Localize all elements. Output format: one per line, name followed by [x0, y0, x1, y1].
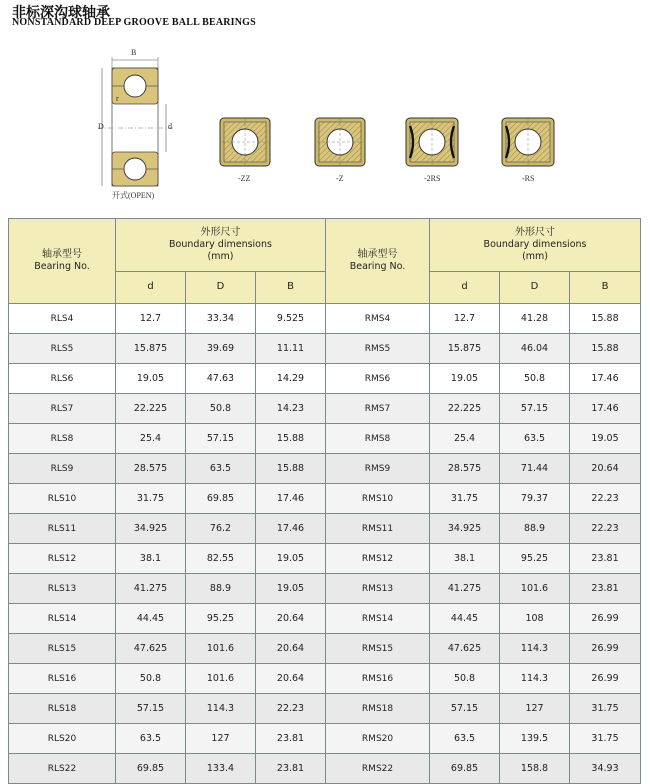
cell-outer-diameter-left: 47.63	[186, 364, 256, 394]
cell-outer-diameter-right: 46.04	[500, 334, 570, 364]
caption-2rs: -2RS	[424, 174, 441, 183]
cell-width-left: 17.46	[256, 514, 326, 544]
cell-bearing-no-left: RLS5	[9, 334, 116, 364]
header-bearing-no-cn-left: 轴承型号	[42, 248, 82, 260]
cell-inner-diameter-left: 63.5	[116, 724, 186, 754]
cell-outer-diameter-right: 95.25	[500, 544, 570, 574]
cell-inner-diameter-left: 19.05	[116, 364, 186, 394]
cell-outer-diameter-left: 76.2	[186, 514, 256, 544]
cell-width-left: 20.64	[256, 664, 326, 694]
cell-bearing-no-right: RMS15	[326, 634, 430, 664]
cell-inner-diameter-left: 34.925	[116, 514, 186, 544]
cell-width-left: 22.23	[256, 694, 326, 724]
caption-z: -Z	[336, 174, 344, 183]
cell-width-left: 23.81	[256, 724, 326, 754]
cell-outer-diameter-left: 133.4	[186, 754, 256, 784]
cell-bearing-no-left: RLS15	[9, 634, 116, 664]
cell-width-right: 23.81	[570, 574, 641, 604]
cell-outer-diameter-right: 79.37	[500, 484, 570, 514]
cell-inner-diameter-right: 50.8	[430, 664, 500, 694]
header-boundary-dimensions-right	[430, 219, 641, 272]
dimension-label-r: r	[116, 94, 119, 103]
cell-inner-diameter-left: 15.875	[116, 334, 186, 364]
cell-outer-diameter-left: 57.15	[186, 424, 256, 454]
cell-width-right: 31.75	[570, 694, 641, 724]
cell-width-right: 19.05	[570, 424, 641, 454]
cell-bearing-no-left: RLS14	[9, 604, 116, 634]
caption-zz: -ZZ	[238, 174, 251, 183]
bearing-diagrams	[0, 40, 650, 210]
cell-outer-diameter-right: 108	[500, 604, 570, 634]
cell-inner-diameter-right: 12.7	[430, 304, 500, 334]
cell-bearing-no-right: RMS6	[326, 364, 430, 394]
table-row	[9, 394, 641, 424]
cell-width-right: 31.75	[570, 724, 641, 754]
cell-bearing-no-left: RLS6	[9, 364, 116, 394]
table-row	[9, 454, 641, 484]
header-bearing-no-right	[326, 219, 430, 304]
header-col-D-right: D	[500, 272, 570, 304]
cell-width-left: 20.64	[256, 604, 326, 634]
table-row	[9, 724, 641, 754]
cell-inner-diameter-left: 12.7	[116, 304, 186, 334]
cell-width-right: 17.46	[570, 394, 641, 424]
cell-inner-diameter-right: 31.75	[430, 484, 500, 514]
cell-width-left: 15.88	[256, 454, 326, 484]
cell-width-right: 22.23	[570, 484, 641, 514]
cell-bearing-no-right: RMS18	[326, 694, 430, 724]
cell-inner-diameter-left: 47.625	[116, 634, 186, 664]
cell-outer-diameter-right: 127	[500, 694, 570, 724]
cell-outer-diameter-right: 114.3	[500, 664, 570, 694]
cell-bearing-no-right: RMS11	[326, 514, 430, 544]
cell-width-left: 19.05	[256, 574, 326, 604]
cell-width-left: 9.525	[256, 304, 326, 334]
cell-width-left: 14.29	[256, 364, 326, 394]
cell-outer-diameter-left: 69.85	[186, 484, 256, 514]
cell-bearing-no-right: RMS5	[326, 334, 430, 364]
cell-outer-diameter-left: 63.5	[186, 454, 256, 484]
cell-bearing-no-left: RLS16	[9, 664, 116, 694]
table-row	[9, 574, 641, 604]
cell-inner-diameter-left: 31.75	[116, 484, 186, 514]
cell-inner-diameter-right: 28.575	[430, 454, 500, 484]
cell-outer-diameter-right: 71.44	[500, 454, 570, 484]
table-body	[9, 304, 641, 784]
cell-bearing-no-left: RLS22	[9, 754, 116, 784]
cell-inner-diameter-right: 69.85	[430, 754, 500, 784]
cell-width-left: 23.81	[256, 754, 326, 784]
table-row	[9, 514, 641, 544]
cell-outer-diameter-left: 50.8	[186, 394, 256, 424]
cell-outer-diameter-left: 88.9	[186, 574, 256, 604]
cell-bearing-no-right: RMS10	[326, 484, 430, 514]
cell-outer-diameter-left: 33.34	[186, 304, 256, 334]
dimension-label-b: B	[131, 48, 137, 57]
cell-inner-diameter-right: 34.925	[430, 514, 500, 544]
cell-bearing-no-right: RMS7	[326, 394, 430, 424]
cell-inner-diameter-right: 44.45	[430, 604, 500, 634]
cell-outer-diameter-left: 39.69	[186, 334, 256, 364]
cell-bearing-no-left: RLS9	[9, 454, 116, 484]
table-row	[9, 424, 641, 454]
cell-outer-diameter-left: 127	[186, 724, 256, 754]
cell-inner-diameter-right: 19.05	[430, 364, 500, 394]
cell-width-right: 22.23	[570, 514, 641, 544]
z-bearing-section-drawing	[313, 116, 367, 168]
cell-bearing-no-right: RMS14	[326, 604, 430, 634]
header-boundary-dimensions-left	[116, 219, 326, 272]
2rs-bearing-section-drawing	[404, 116, 460, 168]
dimension-label-inner-diameter: d	[168, 122, 172, 131]
cell-inner-diameter-right: 47.625	[430, 634, 500, 664]
cell-inner-diameter-left: 50.8	[116, 664, 186, 694]
header-dims-cn-left: 外形尺寸	[200, 226, 241, 238]
cell-inner-diameter-right: 41.275	[430, 574, 500, 604]
header-col-B-left: B	[256, 272, 326, 304]
cell-bearing-no-left: RLS4	[9, 304, 116, 334]
cell-bearing-no-right: RMS4	[326, 304, 430, 334]
cell-inner-diameter-left: 38.1	[116, 544, 186, 574]
header-bearing-no-left	[9, 219, 116, 304]
cell-outer-diameter-right: 63.5	[500, 424, 570, 454]
cell-inner-diameter-left: 41.275	[116, 574, 186, 604]
cell-width-left: 17.46	[256, 484, 326, 514]
header-dims-en-right: Boundary dimensions	[483, 239, 587, 251]
cell-inner-diameter-left: 69.85	[116, 754, 186, 784]
cell-outer-diameter-right: 57.15	[500, 394, 570, 424]
cell-bearing-no-left: RLS13	[9, 574, 116, 604]
table-row	[9, 484, 641, 514]
cell-outer-diameter-right: 139.5	[500, 724, 570, 754]
header-col-B-right: B	[570, 272, 641, 304]
table-row	[9, 604, 641, 634]
caption-rs: -RS	[522, 174, 535, 183]
cell-inner-diameter-right: 22.225	[430, 394, 500, 424]
header-col-D-left: D	[186, 272, 256, 304]
cell-outer-diameter-left: 101.6	[186, 634, 256, 664]
table-row	[9, 664, 641, 694]
cell-bearing-no-left: RLS18	[9, 694, 116, 724]
header-dims-unit-right: (mm)	[522, 251, 548, 263]
table-row	[9, 304, 641, 334]
cell-outer-diameter-right: 88.9	[500, 514, 570, 544]
cell-outer-diameter-left: 114.3	[186, 694, 256, 724]
header-dims-en-left: Boundary dimensions	[169, 239, 272, 251]
cell-inner-diameter-left: 22.225	[116, 394, 186, 424]
table-row	[9, 634, 641, 664]
cell-inner-diameter-left: 57.15	[116, 694, 186, 724]
cell-inner-diameter-left: 25.4	[116, 424, 186, 454]
table-row	[9, 694, 641, 724]
cell-width-right: 17.46	[570, 364, 641, 394]
table-row	[9, 334, 641, 364]
cell-outer-diameter-right: 41.28	[500, 304, 570, 334]
header-col-d-right: d	[430, 272, 500, 304]
cell-inner-diameter-right: 38.1	[430, 544, 500, 574]
dimension-label-outer-diameter: D	[98, 122, 104, 131]
cell-bearing-no-left: RLS8	[9, 424, 116, 454]
cell-bearing-no-left: RLS10	[9, 484, 116, 514]
cell-bearing-no-right: RMS9	[326, 454, 430, 484]
cell-inner-diameter-left: 44.45	[116, 604, 186, 634]
header-bearing-no-en-right: Bearing No.	[349, 261, 406, 273]
cell-bearing-no-right: RMS12	[326, 544, 430, 574]
header-dims-unit-left: (mm)	[207, 251, 234, 263]
caption-open: 开式(OPEN)	[112, 191, 155, 200]
cell-width-right: 20.64	[570, 454, 641, 484]
zz-bearing-section-drawing	[218, 116, 272, 168]
page-title-english: NONSTANDARD DEEP GROOVE BALL BEARINGS	[12, 17, 256, 28]
cell-outer-diameter-left: 82.55	[186, 544, 256, 574]
cell-width-left: 19.05	[256, 544, 326, 574]
cell-width-right: 26.99	[570, 604, 641, 634]
cell-bearing-no-left: RLS20	[9, 724, 116, 754]
cell-width-right: 26.99	[570, 634, 641, 664]
cell-bearing-no-right: RMS16	[326, 664, 430, 694]
cell-bearing-no-left: RLS12	[9, 544, 116, 574]
header-col-d-left: d	[116, 272, 186, 304]
cell-width-left: 15.88	[256, 424, 326, 454]
cell-width-right: 26.99	[570, 664, 641, 694]
cell-outer-diameter-right: 50.8	[500, 364, 570, 394]
header-bearing-no-cn-right: 轴承型号	[357, 248, 398, 260]
header-bearing-no-en-left: Bearing No.	[34, 261, 90, 273]
cell-width-right: 15.88	[570, 334, 641, 364]
cell-width-left: 11.11	[256, 334, 326, 364]
cell-outer-diameter-right: 101.6	[500, 574, 570, 604]
cell-bearing-no-right: RMS22	[326, 754, 430, 784]
cell-inner-diameter-right: 57.15	[430, 694, 500, 724]
cell-bearing-no-left: RLS7	[9, 394, 116, 424]
cell-width-right: 15.88	[570, 304, 641, 334]
cell-outer-diameter-right: 114.3	[500, 634, 570, 664]
cell-inner-diameter-left: 28.575	[116, 454, 186, 484]
cell-width-right: 23.81	[570, 544, 641, 574]
cell-inner-diameter-right: 15.875	[430, 334, 500, 364]
cell-bearing-no-left: RLS11	[9, 514, 116, 544]
cell-outer-diameter-left: 95.25	[186, 604, 256, 634]
cell-outer-diameter-left: 101.6	[186, 664, 256, 694]
page-title-chinese: 非标深沟球轴承	[12, 5, 110, 21]
cell-bearing-no-right: RMS20	[326, 724, 430, 754]
cell-width-left: 20.64	[256, 634, 326, 664]
cell-bearing-no-right: RMS8	[326, 424, 430, 454]
cell-inner-diameter-right: 25.4	[430, 424, 500, 454]
bearing-spec-table	[8, 218, 641, 784]
table-row	[9, 544, 641, 574]
cell-bearing-no-right: RMS13	[326, 574, 430, 604]
cell-inner-diameter-right: 63.5	[430, 724, 500, 754]
table-row	[9, 364, 641, 394]
table-row	[9, 754, 641, 784]
rs-bearing-section-drawing	[500, 116, 556, 168]
header-dims-cn-right: 外形尺寸	[515, 226, 556, 238]
cell-width-right: 34.93	[570, 754, 641, 784]
cell-width-left: 14.23	[256, 394, 326, 424]
cell-outer-diameter-right: 158.8	[500, 754, 570, 784]
